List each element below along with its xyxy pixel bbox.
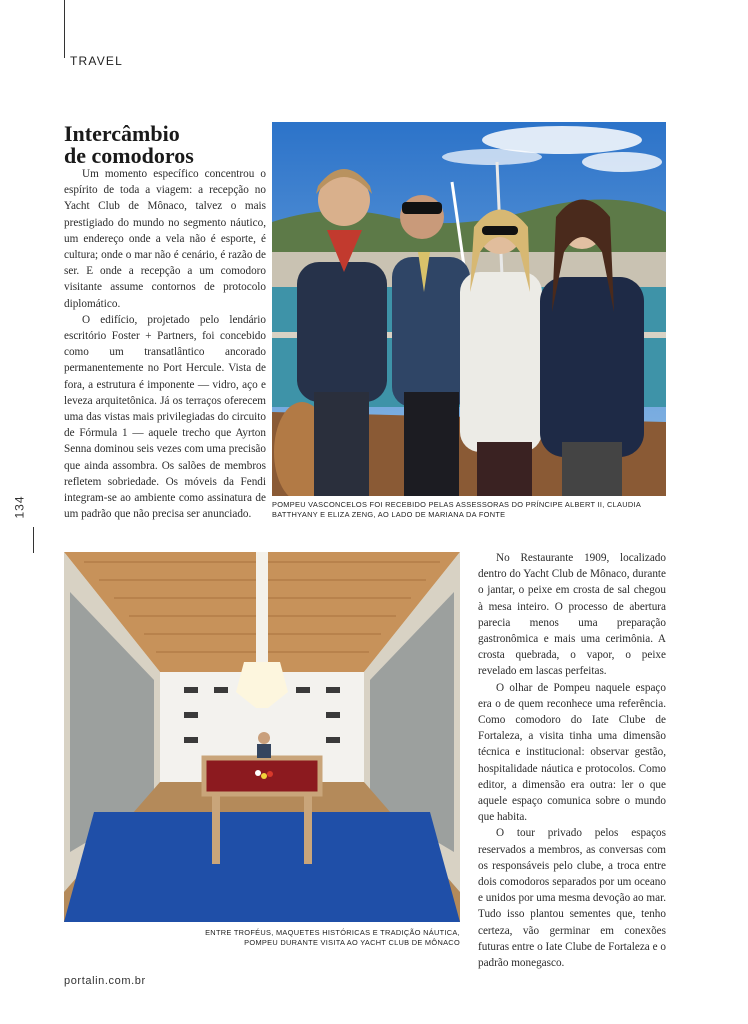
top-rule [64,0,65,58]
paragraph: O olhar de Pompeu naquele espaço era o de quem reconhece uma referência. Como comodoro do Iate Clube de Fortaleza, a visita tinha uma dimensão técnica e institucional: observar gestão, hospitalidade náutica e protocolos. Como editor, a dimensão era outra: ler o que aquele espaço comunica sobre o mundo que habita. [478,681,666,824]
caption-bottom-line-1: ENTRE TROFÉUS, MAQUETES HISTÓRICAS E TRADIÇÃO NÁUTICA, [205,928,460,937]
caption-bottom-line-2: POMPEU DURANTE VISITA AO YACHT CLUB DE MÔNACO [244,938,460,947]
paragraph: No Restaurante 1909, localizado dentro do Yacht Club de Mônaco, durante o jantar, o peixe em crosta de sal chegou à mesa inteiro. O processo de abertura parecia menos uma preparação gastronômica e mais uma cerimônia. A crosta quebrada, o vapor, o peixe revelado em lascas perfeitas. [478,552,666,678]
page-number-text: 134 [12,495,27,519]
footer-url: portalin.com.br [64,975,146,987]
title-line-2: de comodoros [64,143,194,168]
section-label: TRAVEL [70,54,123,68]
photo-caption-top: POMPEU VASCONCELOS FOI RECEBIDO PELAS ASSESSORAS DO PRÍNCIPE ALBERT II, CLAUDIA BATTHYANY E ELIZA ZENG, AO LADO DE MARIANA DA FONTE [272,500,641,519]
article-column-left [64,166,266,522]
photo-reception-illustration [272,122,666,496]
photo-caption-bottom [64,928,460,948]
title-line-1: Intercâmbio [64,121,180,146]
article-title [64,123,274,167]
photo-reception-group [272,122,666,496]
photo-billiard-illustration [64,552,460,922]
paragraph: Um momento específico concentrou o espírito de toda a viagem: a recepção no Yacht Club de Mônaco, talvez o mais prestigiado do mundo no segmento náutico, um endereço onde a vela não é esporte, é cultura; onde o mar não é cenário, é razão de ser. E onde a recepção a um comodoro visitante assume contornos de protocolo diplomático. [64,168,266,310]
paragraph: O edifício, projetado pelo lendário escritório Foster + Partners, foi concebido como um transatlântico ancorado permanentemente no Port Hercule. Vista de fora, a estrutura é imponente — vidro, aço e leveza arquitetônica. Já os terraços oferecem uma das vistas mais privilegiadas do circuito de Fórmula 1 — aquele trecho que Ayrton Senna dominou seis vezes com uma precisão que ainda assombra. Os salões de membros refletem sobriedade. Os móveis da Fendi integram-se ao ambiente como assinatura de um padrão que não precisa ser anunciado. [64,313,266,521]
paragraph: O tour privado pelos espaços reservados a membros, as conversas com os responsáveis pelo clube, a troca entre dois comodoros separados por um oceano e unidos por uma mesma devoção ao mar. Tudo isso plantou sementes que, tenho certeza, vão germinar em conexões futuras entre o Iate Clube de Fortaleza e o padrão monegasco. [478,827,666,970]
photo-billiard-room [64,552,460,922]
article-column-right [478,550,666,971]
page-number-rule [33,527,34,553]
